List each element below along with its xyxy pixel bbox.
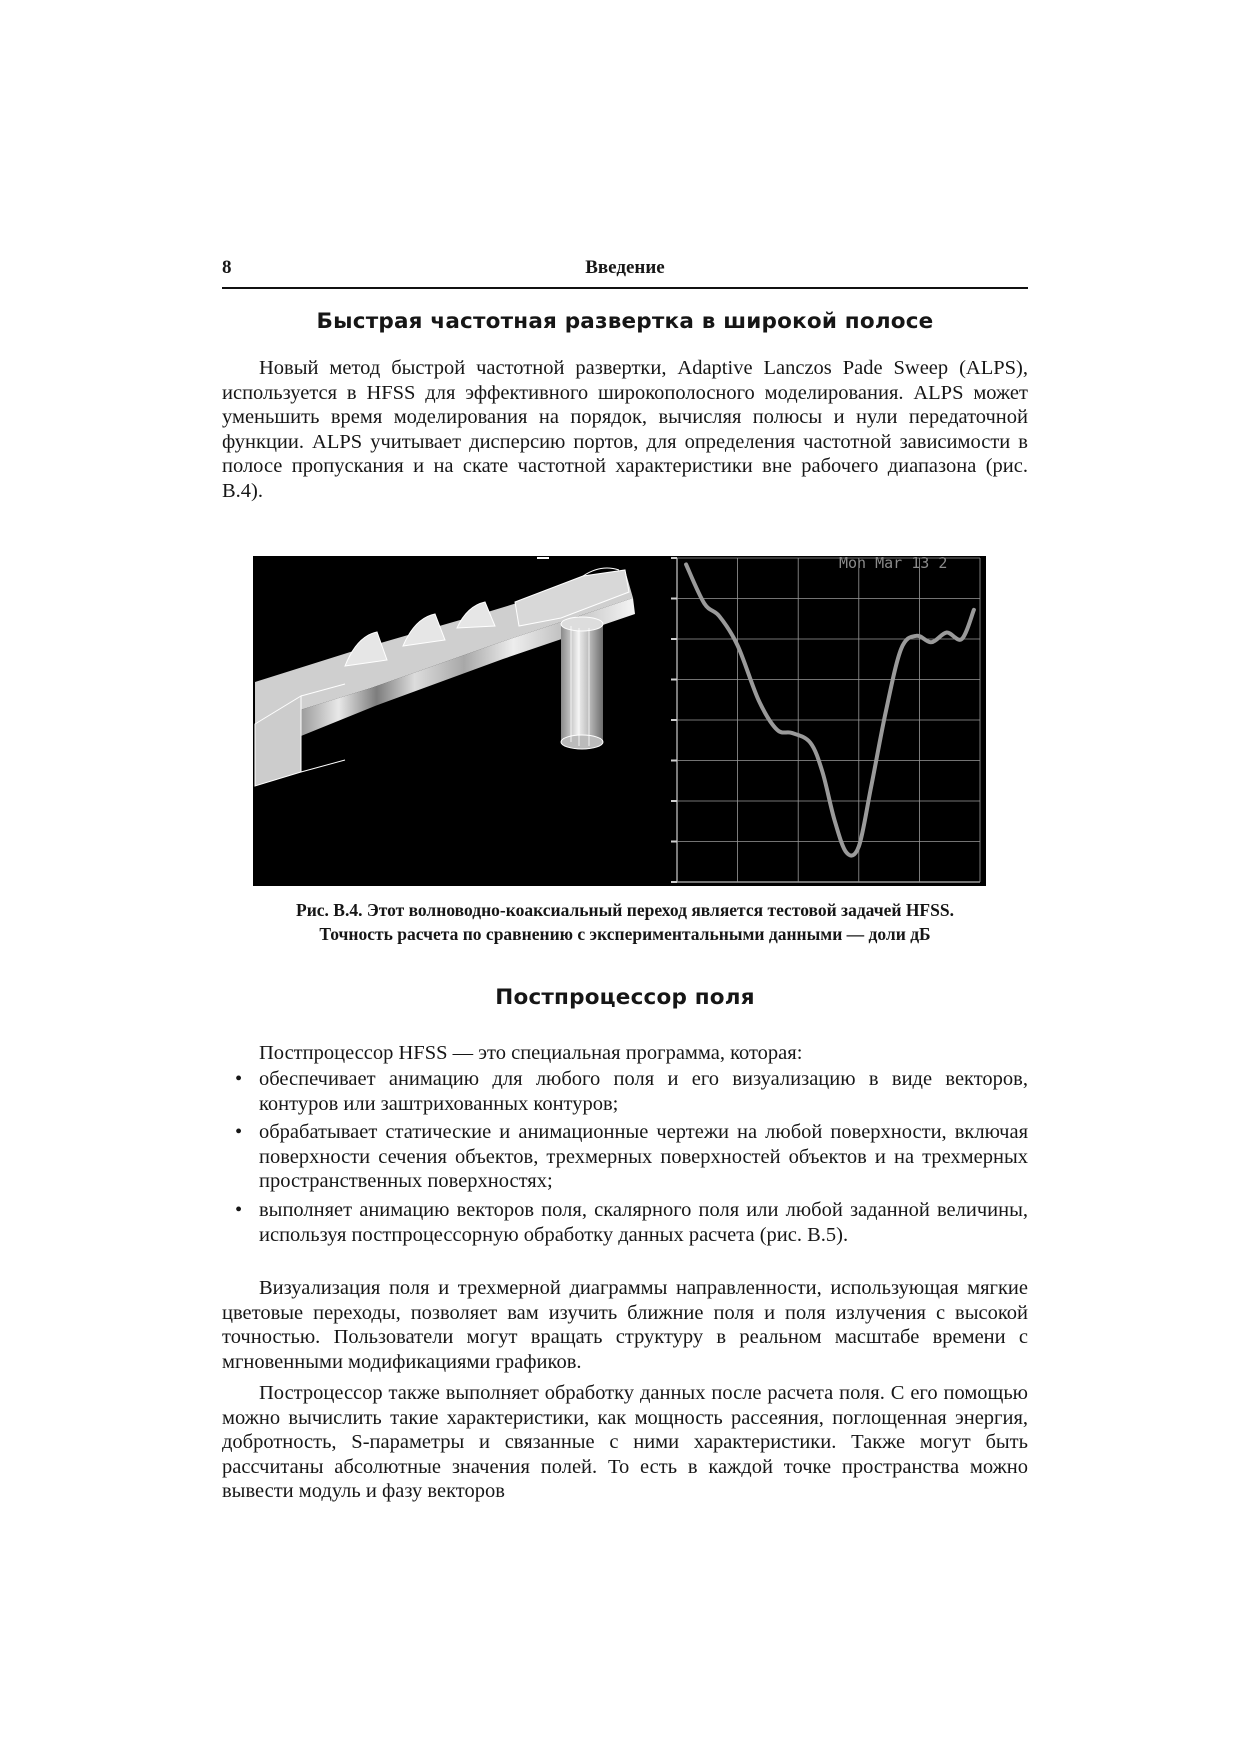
chart-timestamp: Mon Mar 13 2 — [839, 556, 948, 572]
frequency-response-chart — [671, 556, 986, 886]
figure-caption-line-1: Рис. В.4. Этот волноводно-коаксиальный переход является тестовой задачей HFSS. — [296, 900, 954, 920]
list-item — [222, 1120, 1028, 1194]
feature-list — [222, 1067, 1028, 1251]
list-item-text: обрабатывает статические и анимационные чертежи на любой поверхности, включая поверхности сечения объектов, трехмерных поверхностей объектов и на трехмерных пространственных поверхностях; — [259, 1121, 1028, 1193]
paragraph-visualization: Визуализация поля и трехмерной диаграммы направленности, использующая мягкие цветовые переходы, позволяет вам изучить ближние поля и поля излучения с высокой точностью. Пользователи могут вращать структуру в реальном масштабе времени с мгновенными модификациями графиков. — [222, 1277, 1028, 1373]
bullet-dot: • — [235, 1198, 243, 1221]
chart-grid — [677, 558, 980, 882]
paragraph-postprocessing: Построцессор также выполняет обработку данных после расчета поля. С его помощью можно вычислить такие характеристики, как мощность рассеяния, поглощенная энергия, добротность, S-параметры и связанные с ними характеристики. Также могут быть рассчитаны абсолютные значения полей. То есть в каждой точке пространства можно вывести модуль и фазу векторов — [222, 1382, 1028, 1503]
section-heading-alps: Быстрая частотная развертка в широкой полосе — [316, 309, 934, 334]
running-head — [222, 253, 1028, 289]
paragraph-postprocessor-intro: Постпроцессор HFSS — это специальная программа, которая: — [259, 1042, 803, 1064]
chart-series-line — [686, 565, 974, 856]
list-item — [222, 1067, 1028, 1116]
paragraph-alps: Новый метод быстрой частотной развертки, Adaptive Lanczos Pade Sweep (ALPS), используется в HFSS для эффективного широкополосного моделирования. ALPS может уменьшить время моделирования на порядок, вычисляя полюсы и нули передаточной функции. ALPS учитывает дисперсию портов, для определения частотной зависимости в полосе пропускания и на скате частотной характеристики вне рабочего диапазона (рис. В.4). — [222, 357, 1028, 502]
section-heading-postprocessor: Постпроцессор поля — [495, 985, 755, 1010]
list-item-text: обеспечивает анимацию для любого поля и его визуализацию в виде векторов, контуров или заштрихованных контуров; — [259, 1068, 1028, 1115]
bullet-dot: • — [235, 1068, 243, 1090]
figure-b4 — [253, 556, 986, 886]
list-item-text: выполняет анимацию векторов поля, скалярного поля или любой заданной величины, используя постпроцессорную обработку данных расчета (рис. В.5). — [259, 1198, 1028, 1246]
list-item — [222, 1198, 1028, 1247]
figure-caption-line-2: Точность расчета по сравнению с экспериментальными данными — доли дБ — [319, 923, 931, 944]
waveguide-coax-model-image — [253, 556, 673, 886]
figure-caption — [222, 899, 1028, 946]
chart-axis-ticks — [671, 558, 677, 882]
running-title: Введение — [585, 257, 665, 278]
page-number: 8 — [222, 257, 232, 278]
bullet-dot: • — [235, 1121, 243, 1144]
